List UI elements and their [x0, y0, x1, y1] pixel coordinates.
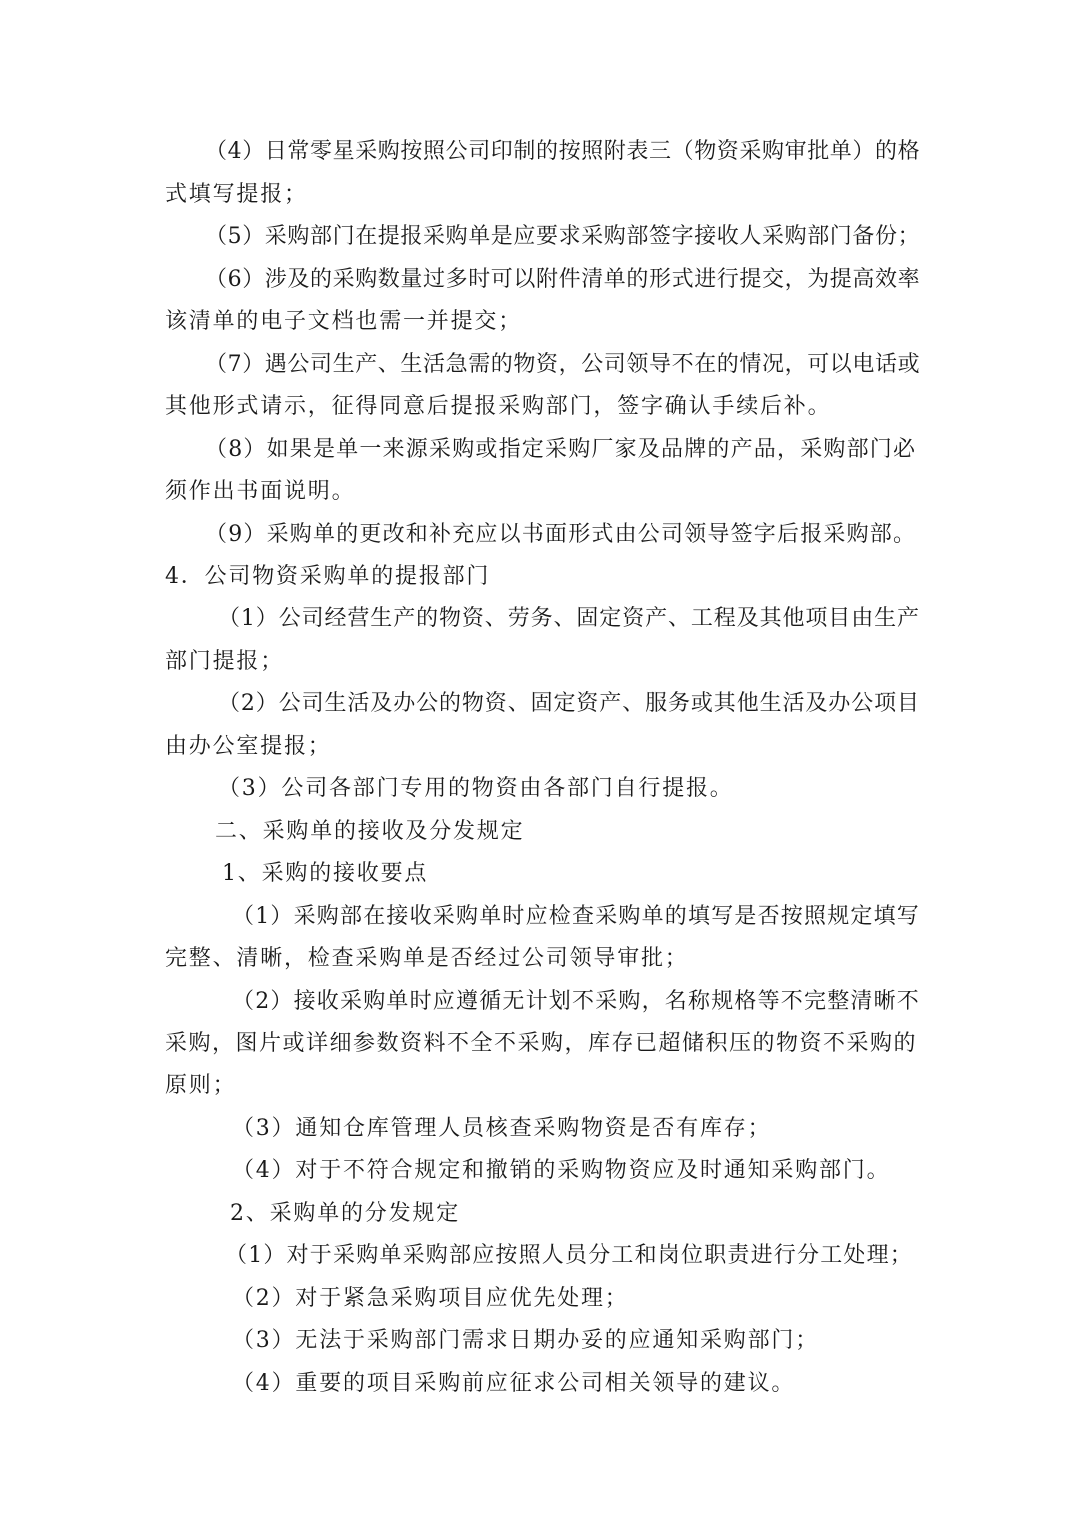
text-line: （8）如果是单一来源采购或指定采购厂家及品牌的产品，采购部门必	[205, 437, 917, 462]
text-line: （4）对于不符合规定和撤销的采购物资应及时通知采购部门。	[232, 1158, 891, 1183]
section-heading: 4．公司物资采购单的提报部门	[165, 564, 491, 589]
text-line: （3）通知仓库管理人员核查采购物资是否有库存；	[232, 1116, 772, 1141]
text-line: 其他形式请示，征得同意后提报采购部门，签字确认手续后补。	[165, 394, 832, 419]
text-line: 式填写提报；	[165, 182, 308, 207]
text-line: 由办公室提报；	[165, 734, 332, 759]
text-line: （3）公司各部门专用的物资由各部门自行提报。	[218, 776, 734, 801]
text-line: 原则；	[165, 1073, 237, 1098]
text-line: （2）接收采购单时应遵循无计划不采购，名称规格等不完整清晰不	[232, 989, 920, 1014]
subsection-heading: 1、采购的接收要点	[222, 861, 429, 886]
text-line: （7）遇公司生产、生活急需的物资，公司领导不在的情况，可以电话或	[205, 352, 921, 377]
text-line: 部门提报；	[165, 649, 285, 674]
text-line: 采购，图片或详细参数资料不全不采购，库存已超储积压的物资不采购的	[165, 1031, 918, 1056]
text-line: （2）对于紧急采购项目应优先处理；	[232, 1286, 629, 1311]
text-line: （4）日常零星采购按照公司印制的按照附表三（物资采购审批单）的格	[205, 139, 921, 164]
text-line: （4）重要的项目采购前应征求公司相关领导的建议。	[232, 1371, 796, 1396]
text-line: （5）采购部门在提报采购单是应要求采购部签字接收人采购部门备份；	[205, 224, 921, 249]
text-line: （3）无法于采购部门需求日期办妥的应通知采购部门；	[232, 1328, 819, 1353]
text-line: （9）采购单的更改和补充应以书面形式由公司领导签字后报采购部。	[205, 522, 917, 547]
text-line: （1）对于采购单采购部应按照人员分工和岗位职责进行分工处理；	[225, 1243, 913, 1268]
text-line: （6）涉及的采购数量过多时可以附件清单的形式进行提交，为提高效率	[205, 267, 921, 292]
text-line: （2）公司生活及办公的物资、固定资产、服务或其他生活及办公项目	[218, 691, 920, 716]
text-line: 须作出书面说明。	[165, 479, 356, 504]
text-line: 完整、清晰，检查采购单是否经过公司领导审批；	[165, 946, 689, 971]
text-line: （1）采购部在接收采购单时应检查采购单的填写是否按照规定填写	[232, 904, 920, 929]
section-heading: 二、采购单的接收及分发规定	[215, 819, 525, 844]
text-line: （1）公司经营生产的物资、劳务、固定资产、工程及其他项目由生产	[218, 606, 920, 631]
text-line: 该清单的电子文档也需一并提交；	[165, 309, 523, 334]
subsection-heading: 2、采购单的分发规定	[230, 1201, 460, 1226]
